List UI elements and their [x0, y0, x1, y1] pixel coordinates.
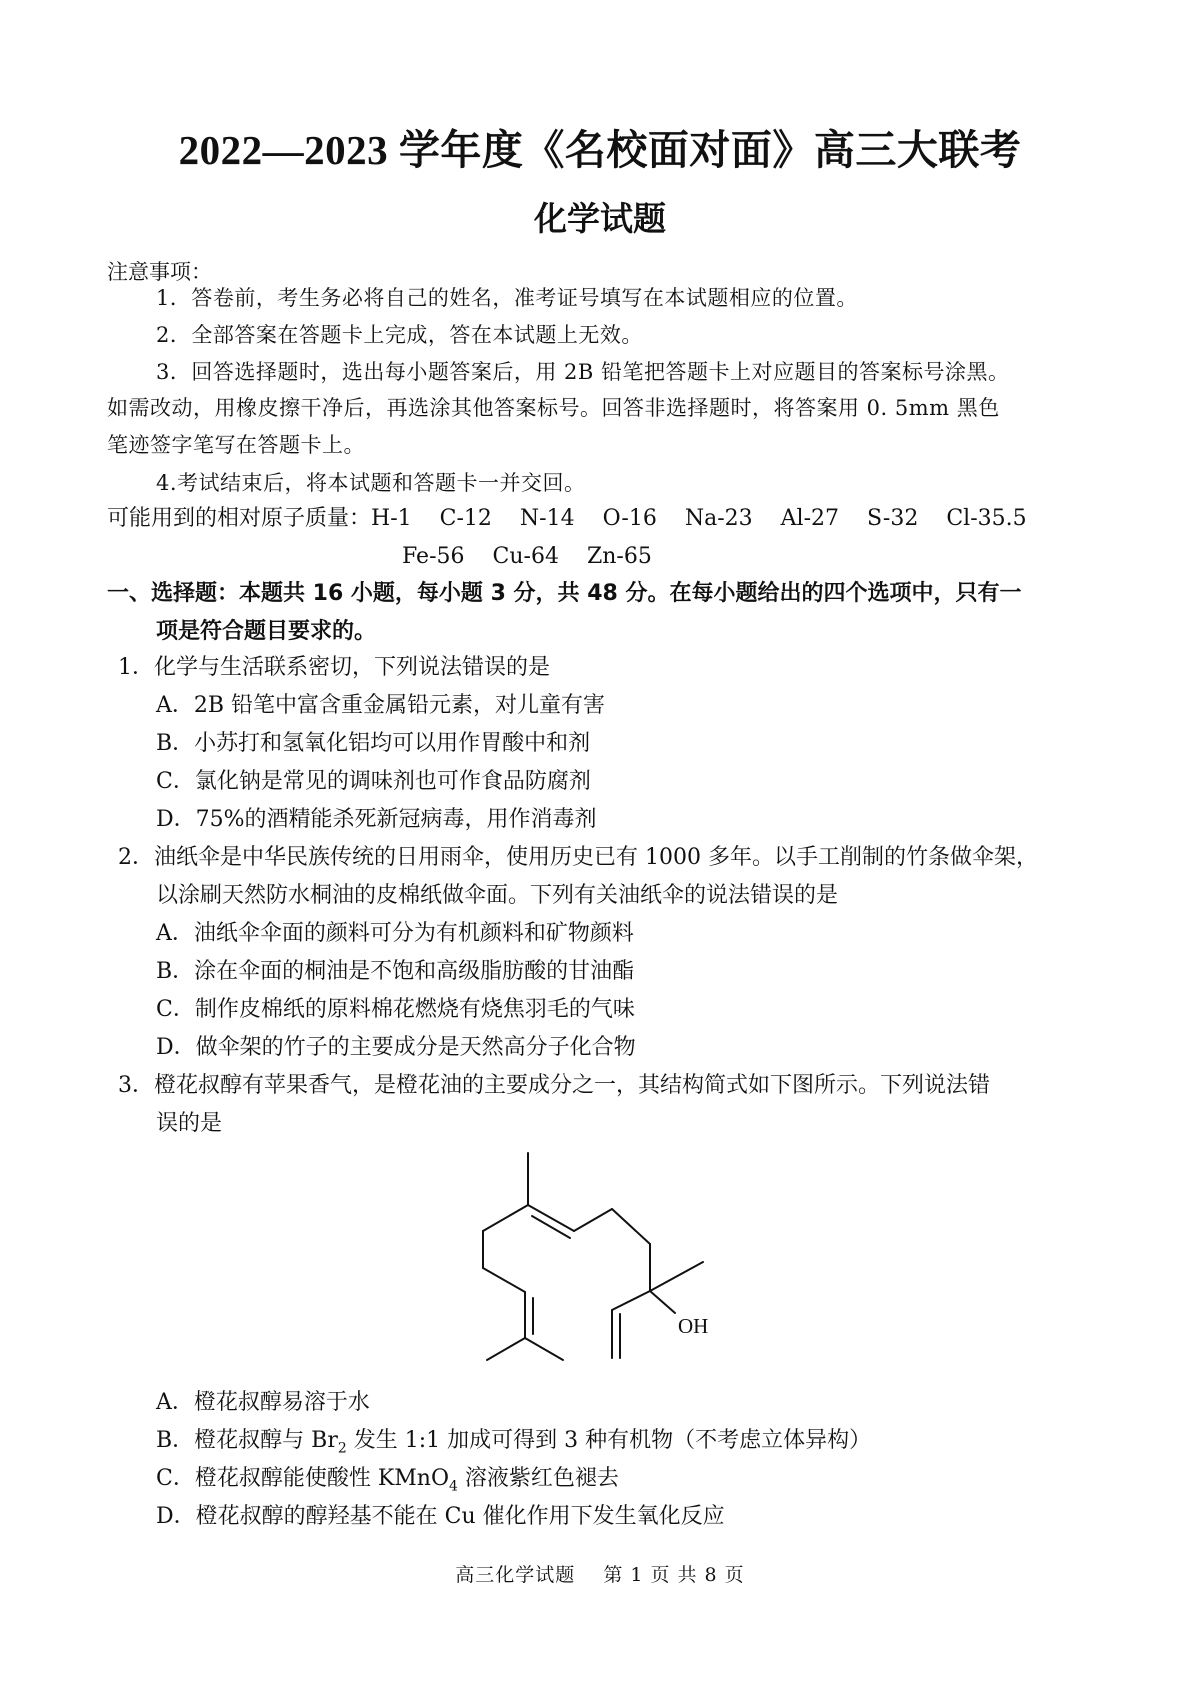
notes-heading: 注意事项： [107, 260, 212, 284]
page-footer [0, 1560, 1200, 1587]
question-stem-continued: 误的是 [156, 1111, 223, 1136]
question-stem-continued: 以涂刷天然防水桐油的皮棉纸做伞面。下列有关油纸伞的说法错误的是 [156, 883, 839, 908]
note-item: 3．回答选择题时，选出每小题答案后，用 2B 铅笔把答题卡上对应题目的答案标号涂黑。 [156, 360, 1010, 384]
option-text: 溶液紫红色褪去 [457, 1466, 619, 1491]
nerolidol-structure [470, 1148, 740, 1378]
question-option: D．橙花叔醇的醇羟基不能在 Cu 催化作用下发生氧化反应 [156, 1504, 725, 1529]
bond [483, 1205, 528, 1231]
question-option [156, 1426, 871, 1463]
footer-page-number: 第 1 页 共 8 页 [603, 1564, 745, 1586]
question-option: C．氯化钠是常见的调味剂也可作食品防腐剂 [156, 769, 591, 794]
note-item: 4.考试结束后，将本试题和答题卡一并交回。 [156, 471, 586, 495]
atomic-mass-row [107, 504, 1055, 534]
bond [612, 1209, 650, 1244]
subscript: 4 [449, 1478, 458, 1495]
atomic-mass-value: Cu-64 [492, 544, 559, 569]
atomic-mass-value: H-1 [371, 506, 412, 531]
bond [650, 1291, 675, 1313]
question-stem: 1．化学与生活联系密切，下列说法错误的是 [118, 655, 550, 680]
question-option: C．制作皮棉纸的原料棉花燃烧有烧焦羽毛的气味 [156, 997, 635, 1022]
atomic-mass-value: Fe-56 [402, 544, 465, 569]
option-text: 发生 1:1 加成可得到 3 种有机物（不考虑立体异构） [346, 1428, 872, 1453]
bond [483, 1268, 525, 1292]
bond [612, 1291, 650, 1310]
question-option: B．涂在伞面的桐油是不饱和高级脂肪酸的甘油酯 [156, 959, 635, 984]
question-option: D．75%的酒精能杀死新冠病毒，用作消毒剂 [156, 807, 597, 832]
note-item-continued: 笔迹签字笔写在答题卡上。 [107, 433, 365, 457]
exam-title: 2022—2023 学年度《名校面对面》高三大联考 [178, 127, 1022, 173]
exam-subtitle: 化学试题 [534, 202, 666, 238]
section-heading: 一、选择题：本题共 16 小题，每小题 3 分，共 48 分。在每小题给出的四个选项中，只有一 [107, 581, 1022, 606]
bond [532, 1216, 570, 1238]
option-text: B．橙花叔醇与 Br [156, 1428, 338, 1453]
bond [525, 1338, 563, 1360]
question-option: A．油纸伞伞面的颜料可分为有机颜料和矿物颜料 [156, 921, 634, 946]
question-option: B．小苏打和氢氧化铝均可以用作胃酸中和剂 [156, 731, 591, 756]
atomic-mass-value: O-16 [602, 506, 657, 531]
atomic-mass-value: Al-27 [780, 506, 840, 531]
note-item: 1．答卷前，考生务必将自己的姓名，准考证号填写在本试题相应的位置。 [156, 286, 858, 310]
footer-subject: 高三化学试题 [455, 1564, 576, 1586]
note-item-continued: 如需改动，用橡皮擦干净后，再选涂其他答案标号。回答非选择题时，将答案用 0. 5mm 黑色 [107, 396, 1000, 420]
subscript: 2 [337, 1440, 347, 1457]
question-stem: 2．油纸伞是中华民族传统的日用雨伞，使用历史已有 1000 多年。以手工削制的竹条做伞架， [118, 845, 1038, 870]
question-option: A．2B 铅笔中富含重金属铅元素，对儿童有害 [156, 693, 606, 718]
question-option [156, 1464, 619, 1501]
question-option: D．做伞架的竹子的主要成分是天然高分子化合物 [156, 1035, 636, 1060]
option-text: C．橙花叔醇能使酸性 KMnO [156, 1466, 449, 1491]
question-option: A．橙花叔醇易溶于水 [156, 1390, 370, 1415]
note-item: 2．全部答案在答题卡上完成，答在本试题上无效。 [156, 323, 643, 347]
bond [487, 1338, 525, 1360]
bond [574, 1209, 612, 1231]
atomic-mass-row [402, 542, 680, 572]
bond [650, 1262, 703, 1291]
atomic-mass-value: N-14 [519, 506, 575, 531]
atomic-mass-value: C-12 [439, 506, 492, 531]
question-stem: 3．橙花叔醇有苹果香气，是橙花油的主要成分之一，其结构简式如下图所示。下列说法错 [118, 1073, 991, 1098]
atomic-mass-value: S-32 [867, 506, 919, 531]
atomic-mass-label: 可能用到的相对原子质量： [107, 506, 372, 531]
hydroxyl-label: OH [678, 1314, 709, 1338]
section-heading-continued: 项是符合题目要求的。 [156, 619, 377, 644]
atomic-mass-value: Zn-65 [586, 544, 652, 569]
atomic-mass-value: Na-23 [684, 506, 753, 531]
atomic-mass-value: Cl-35.5 [946, 506, 1027, 531]
